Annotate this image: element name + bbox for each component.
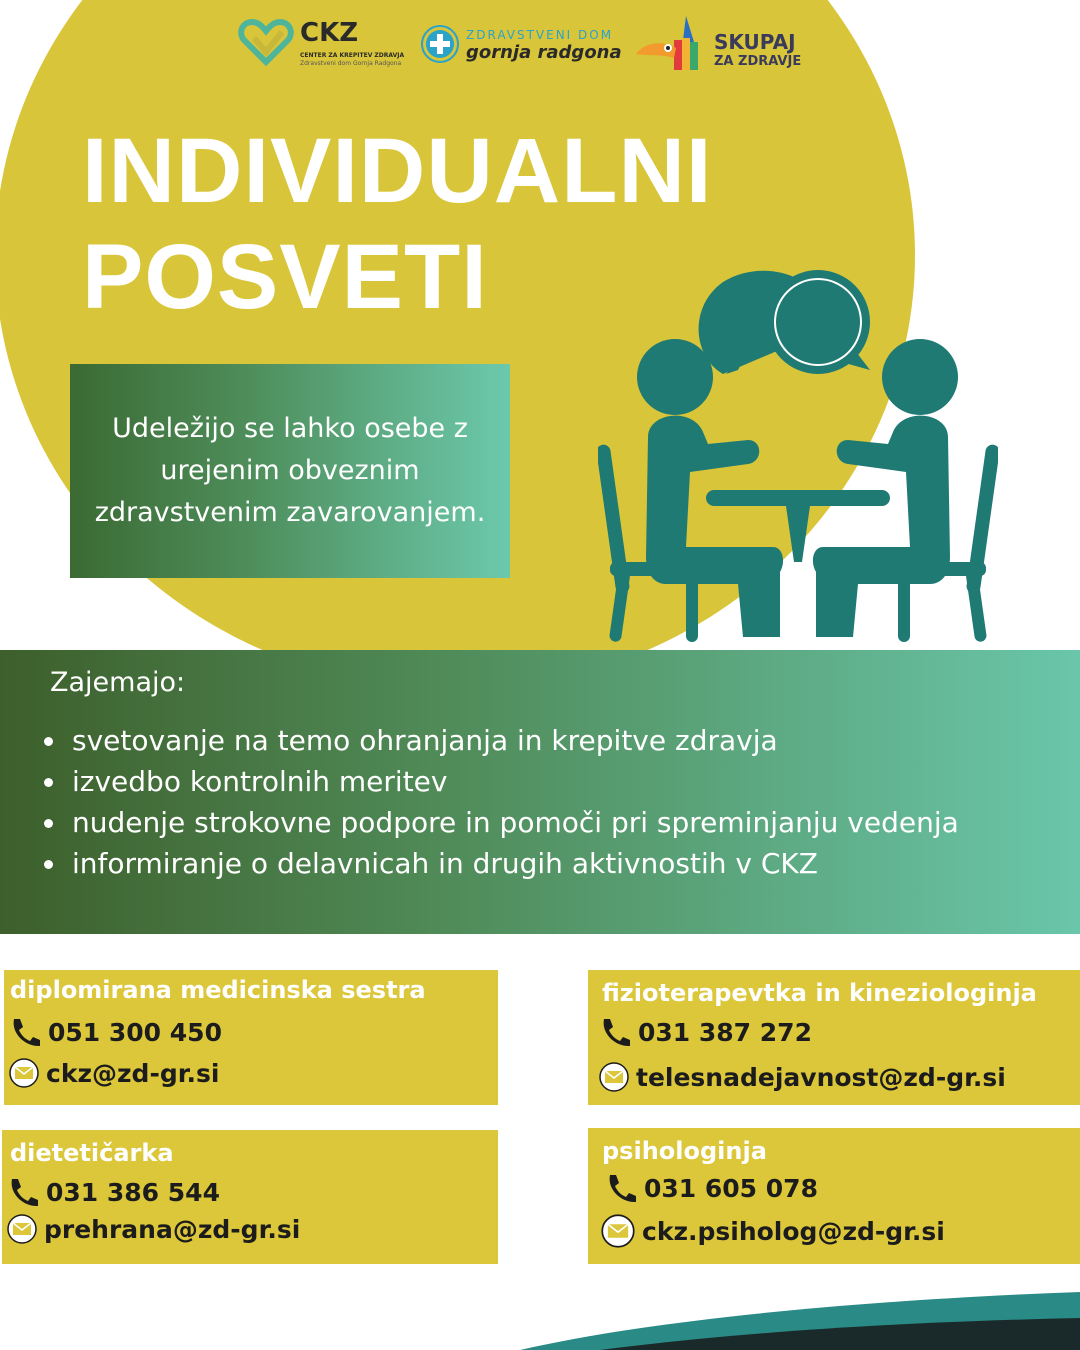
contact-role: fizioterapevtka in kineziologinja (602, 979, 1037, 1007)
contact-phone[interactable] (598, 1016, 812, 1048)
contact-role: dietetičarka (10, 1139, 174, 1167)
skupaj-logo-line2: ZA ZDRAVJE (714, 54, 802, 69)
ckz-logo-line2: Zdravstveni dom Gornja Radgona (300, 60, 402, 67)
contact-phone[interactable] (604, 1172, 818, 1204)
contact-phone-number: 031 387 272 (638, 1017, 812, 1047)
toucan-logo-icon (634, 14, 708, 74)
contact-email[interactable] (8, 1058, 219, 1088)
table-icon (706, 490, 890, 506)
contact-phone-number: 031 386 544 (46, 1177, 220, 1207)
heart-logo-icon (238, 18, 294, 66)
services-list (72, 720, 972, 884)
list-item: informiranje o delavnicah in drugih aktivnostih v CKZ (72, 843, 972, 884)
ckz-logo-name: CKZ (300, 18, 359, 48)
zd-logo-line2: gornja radgona (466, 42, 622, 63)
zd-logo (420, 24, 620, 66)
eligibility-box (70, 364, 510, 578)
contact-phone-number: 051 300 450 (48, 1017, 222, 1047)
medical-cross-icon (420, 24, 460, 64)
person-right-head-icon (882, 339, 958, 415)
envelope-icon (8, 1058, 40, 1088)
services-title: Zajemajo: (50, 667, 186, 698)
eligibility-text: Udeležijo se lahko osebe z urejenim obveznim zdravstvenim zavarovanjem. (94, 413, 486, 528)
page-title-line1: INDIVIDUALNI (82, 120, 713, 222)
contact-role: diplomirana medicinska sestra (10, 976, 426, 1004)
ckz-logo-line1: CENTER ZA KREPITEV ZDRAVJA (300, 52, 405, 59)
list-item: svetovanje na temo ohranjanja in krepitve zdravja (72, 720, 972, 761)
envelope-icon (6, 1214, 38, 1244)
envelope-icon (600, 1214, 636, 1248)
phone-icon (604, 1172, 638, 1204)
contact-email[interactable] (6, 1214, 300, 1244)
contact-role: psihologinja (602, 1137, 767, 1165)
consultation-icon (598, 262, 998, 647)
list-item: nudenje strokovne podpore in pomoči pri spreminjanju vedenja (72, 802, 972, 843)
contact-card-dietitian (2, 1130, 498, 1264)
contact-email-address: telesnadejavnost@zd-gr.si (636, 1062, 1006, 1092)
contact-phone-number: 031 605 078 (644, 1173, 818, 1203)
skupaj-logo (634, 14, 814, 74)
contact-email-address: ckz@zd-gr.si (46, 1058, 220, 1088)
contact-email[interactable] (600, 1214, 945, 1248)
services-band (0, 650, 1080, 934)
phone-icon (6, 1176, 40, 1208)
skupaj-logo-line1: SKUPAJ (714, 30, 796, 54)
contact-card-physio (588, 970, 1080, 1105)
contact-phone[interactable] (6, 1176, 220, 1208)
contact-phone[interactable] (8, 1016, 222, 1048)
list-item: izvedbo kontrolnih meritev (72, 761, 972, 802)
contact-email-address: ckz.psiholog@zd-gr.si (642, 1216, 945, 1246)
phone-icon (598, 1016, 632, 1048)
page-title-line2: POSVETI (82, 226, 488, 328)
phone-icon (8, 1016, 42, 1048)
contact-card-nurse (4, 970, 498, 1105)
ckz-logo (238, 18, 408, 68)
contact-email[interactable] (598, 1062, 1006, 1092)
person-left-head-icon (637, 339, 713, 415)
contact-card-psychologist (588, 1128, 1080, 1264)
contact-email-address: prehrana@zd-gr.si (44, 1214, 301, 1244)
envelope-icon (598, 1062, 630, 1092)
zd-logo-line1: ZDRAVSTVENI DOM (466, 28, 614, 42)
